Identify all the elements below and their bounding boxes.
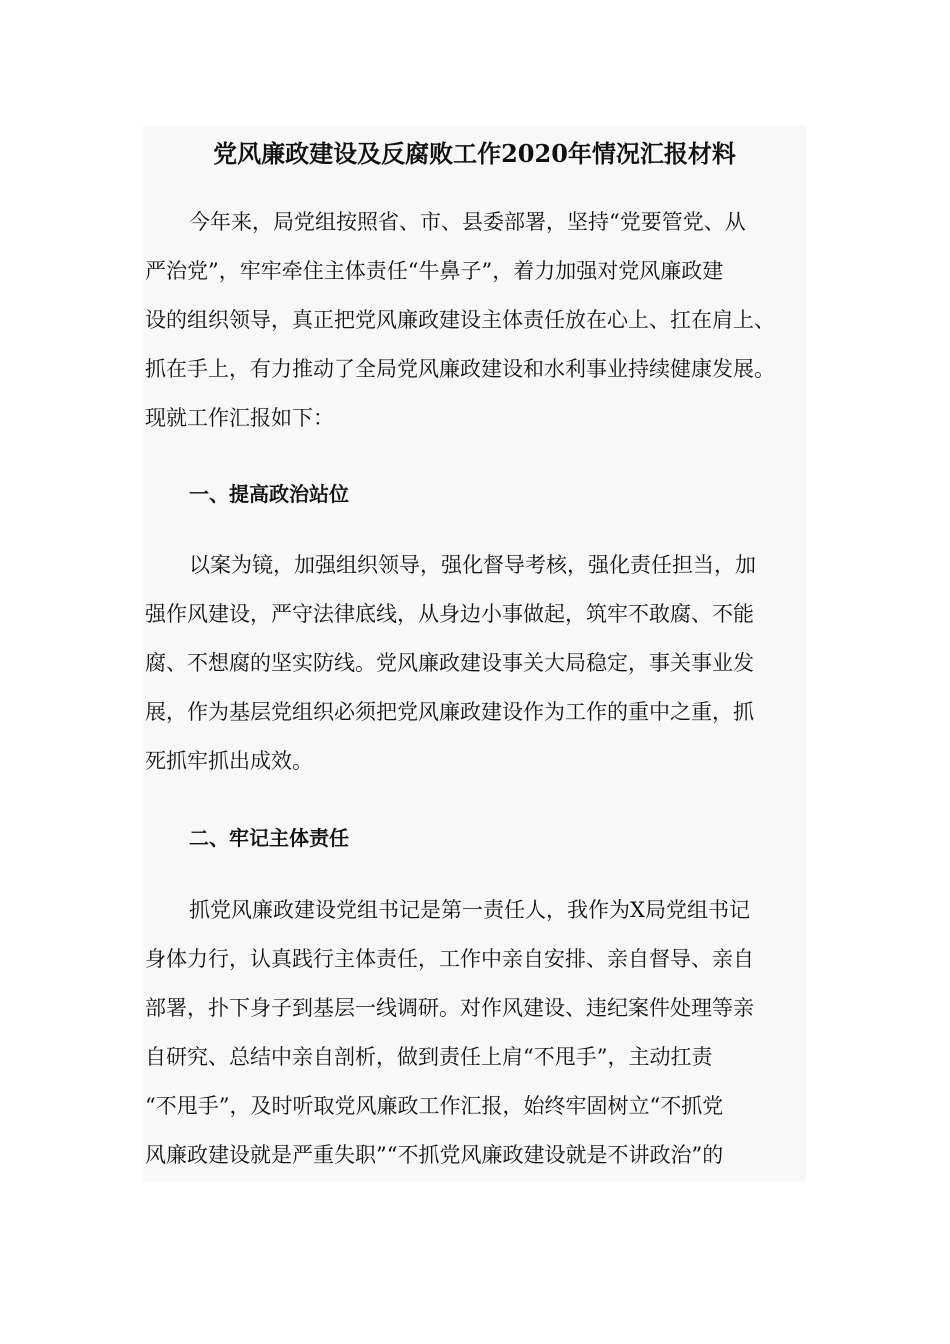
intro-paragraph [145, 198, 815, 443]
section-1-line: 死抓牢抓出成效。 [145, 749, 313, 773]
section-2-paragraph [145, 886, 815, 1180]
section-2-line: 抓党风廉政建设党组书记是第一责任人，我作为X局党组书记 [189, 898, 750, 922]
section-heading-1: 一、提高政治站位 [189, 482, 349, 506]
section-1-line: 以案为镜，加强组织领导，强化督导考核，强化责任担当，加 [189, 553, 756, 577]
section-heading-2: 二、牢记主体责任 [189, 826, 349, 850]
section-1-paragraph [145, 541, 815, 786]
section-2-line: “不甩手”，及时听取党风廉政工作汇报，始终牢固树立“不抓党 [145, 1094, 724, 1118]
intro-line: 今年来，局党组按照省、市、县委部署，坚持“党要管党、从 [189, 210, 746, 234]
section-1-line: 展，作为基层党组织必须把党风廉政建设作为工作的重中之重，抓 [145, 700, 754, 724]
section-1-line: 腐、不想腐的坚实防线。党风廉政建设事关大局稳定，事关事业发 [145, 651, 754, 675]
intro-line: 现就工作汇报如下： [145, 406, 334, 430]
intro-line: 设的组织领导，真正把党风廉政建设主体责任放在心上、扛在肩上、 [145, 308, 775, 332]
intro-line: 严治党”，牢牢牵住主体责任“牛鼻子”，着力加强对党风廉政建 [145, 259, 724, 283]
document-title: 党风廉政建设及反腐败工作2020年情况汇报材料 [213, 139, 736, 168]
section-2-line: 身体力行，认真践行主体责任，工作中亲自安排、亲自督导、亲自 [145, 947, 754, 971]
section-2-line: 风廉政建设就是严重失职”“不抓党风廉政建设就是不讲政治”的 [145, 1143, 724, 1167]
intro-line: 抓在手上，有力推动了全局党风廉政建设和水利事业持续健康发展。 [145, 357, 775, 381]
section-2-line: 自研究、总结中亲自剖析，做到责任上肩“不甩手”，主动扛责 [145, 1045, 713, 1069]
section-1-line: 强作风建设，严守法律底线，从身边小事做起，筑牢不敢腐、不能 [145, 602, 754, 626]
section-2-line: 部署，扑下身子到基层一线调研。对作风建设、违纪案件处理等亲 [145, 996, 754, 1020]
